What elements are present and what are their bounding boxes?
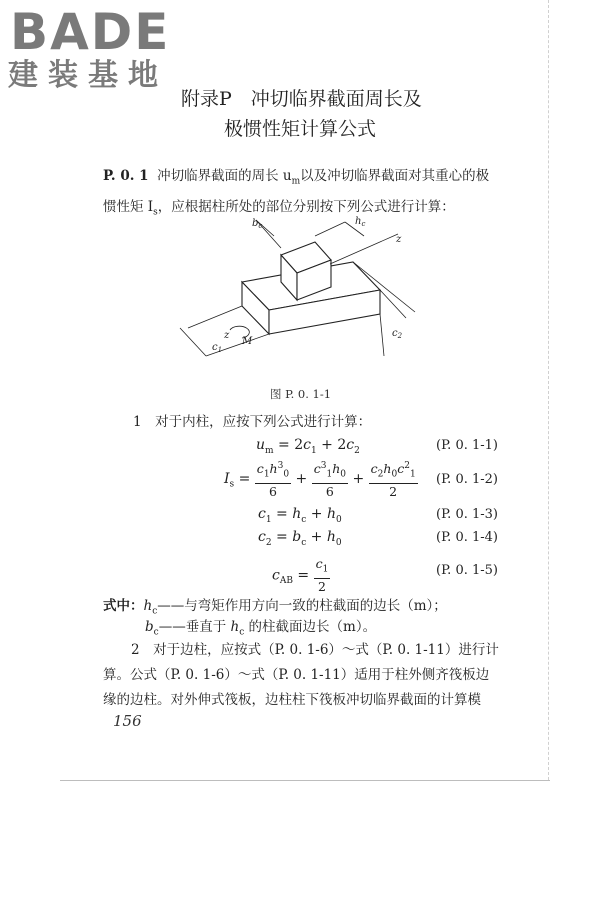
where-var-2b: h bbox=[230, 619, 240, 635]
where-var-2: b bbox=[145, 619, 154, 635]
label-z-top: z bbox=[396, 234, 402, 245]
where-prefix: 式中： bbox=[103, 598, 144, 614]
formula-1-number: (P. 0. 1-1) bbox=[436, 438, 498, 453]
column-slab-diagram bbox=[170, 212, 450, 372]
formula-1: $u_m = 2c_1 + 2c_2$ bbox=[256, 437, 360, 456]
where-text-2b: 的柱截面边长（m）。 bbox=[244, 619, 377, 635]
appendix-title-line1: 附录P 冲切临界截面周长及 bbox=[181, 88, 422, 110]
label-z-left: z bbox=[224, 330, 230, 341]
formula-3-number: (P. 0. 1-3) bbox=[436, 507, 498, 522]
label-hc: h bbox=[355, 216, 362, 227]
page-number: 156 bbox=[113, 712, 142, 730]
section-text-1-sub: m bbox=[291, 176, 301, 187]
formula-4: $c_2 = b_c + h_0$ bbox=[258, 529, 342, 548]
formula-5: $c_{AB}$ = $\frac{c_1}{2}$ bbox=[272, 556, 329, 594]
section-number: P. 0. 1 bbox=[103, 168, 149, 184]
appendix-title-line2: 极惯性矩计算公式 bbox=[224, 118, 377, 140]
section-text-1: 冲切临界截面的周长 u bbox=[157, 168, 292, 184]
formula-2-number: (P. 0. 1-2) bbox=[436, 472, 498, 487]
figure-caption: 图 P. 0. 1-1 bbox=[270, 387, 332, 401]
c2-dim-line bbox=[380, 314, 384, 356]
scan-edge-vertical bbox=[548, 0, 549, 780]
label-moment: M bbox=[242, 336, 253, 347]
svg-text:c2 bbox=[392, 328, 403, 340]
label-c2-sub: 2 bbox=[397, 332, 403, 340]
hc-dim-ext bbox=[315, 222, 345, 236]
item2-paragraph bbox=[103, 638, 523, 713]
item2-line-1: 2 对于边柱，应按式（P. 0. 1-6）～式（P. 0. 1-11）进行计 bbox=[131, 642, 499, 658]
where-text-1: ——与弯矩作用方向一致的柱截面的边长（m）； bbox=[157, 598, 447, 614]
label-c1-sub: 1 bbox=[217, 346, 223, 354]
formula-2: $I_s$ = $\frac{c_1h^3_0}{6}$ + $\frac{c^3_1h_0}{6}$ + $\frac{c_2h_0c^2_1}{2}$ bbox=[224, 458, 418, 500]
svg-text:bc bbox=[252, 218, 262, 230]
z-axis-left bbox=[188, 306, 242, 328]
section-text-2-rest: ，应根据柱所处的部位分别按下列公式进行计算： bbox=[157, 198, 455, 215]
item1-lead: 1 对于内柱，应按下列公式进行计算： bbox=[133, 414, 372, 430]
where-text-2: ——垂直于 bbox=[158, 619, 231, 635]
section-text-2-sub: s bbox=[153, 207, 158, 218]
label-c1: c bbox=[212, 342, 218, 353]
section-text-1-rest: 以及冲切临界截面对其重心的极 bbox=[300, 168, 490, 184]
svg-text:c1 bbox=[212, 342, 222, 354]
where-var-1: h bbox=[143, 598, 153, 614]
brand-logo bbox=[8, 2, 183, 94]
label-c2: c bbox=[392, 328, 398, 339]
svg-text:hc bbox=[355, 216, 365, 228]
label-bc: b bbox=[252, 218, 259, 229]
logo-subtitle: 建装基地 bbox=[8, 58, 168, 93]
logo-wordmark: BADE bbox=[10, 3, 171, 61]
formula-5-number: (P. 0. 1-5) bbox=[436, 563, 498, 578]
page-bottom-rule bbox=[60, 780, 550, 781]
section-text-2: 惯性矩 I bbox=[103, 198, 154, 215]
where-var-1-sub: c bbox=[152, 606, 158, 617]
formula-3: $c_1 = h_c + h_0$ bbox=[258, 506, 342, 525]
z-axis-right bbox=[330, 234, 398, 264]
where-var-2b-sub: c bbox=[239, 627, 245, 638]
item2-line-2: 算。公式（P. 0. 1-6）～式（P. 0. 1-11）适用于柱外侧齐筏板边 bbox=[103, 667, 490, 683]
label-hc-sub: c bbox=[361, 220, 366, 228]
label-bc-sub: c bbox=[258, 222, 263, 230]
where-var-2-sub: c bbox=[153, 627, 159, 638]
item2-line-3: 缘的边柱。对外伸式筏板，边柱柱下筏板冲切临界截面的计算模 bbox=[103, 692, 481, 708]
c1-dim-line bbox=[180, 328, 206, 356]
formula-4-number: (P. 0. 1-4) bbox=[436, 530, 498, 545]
